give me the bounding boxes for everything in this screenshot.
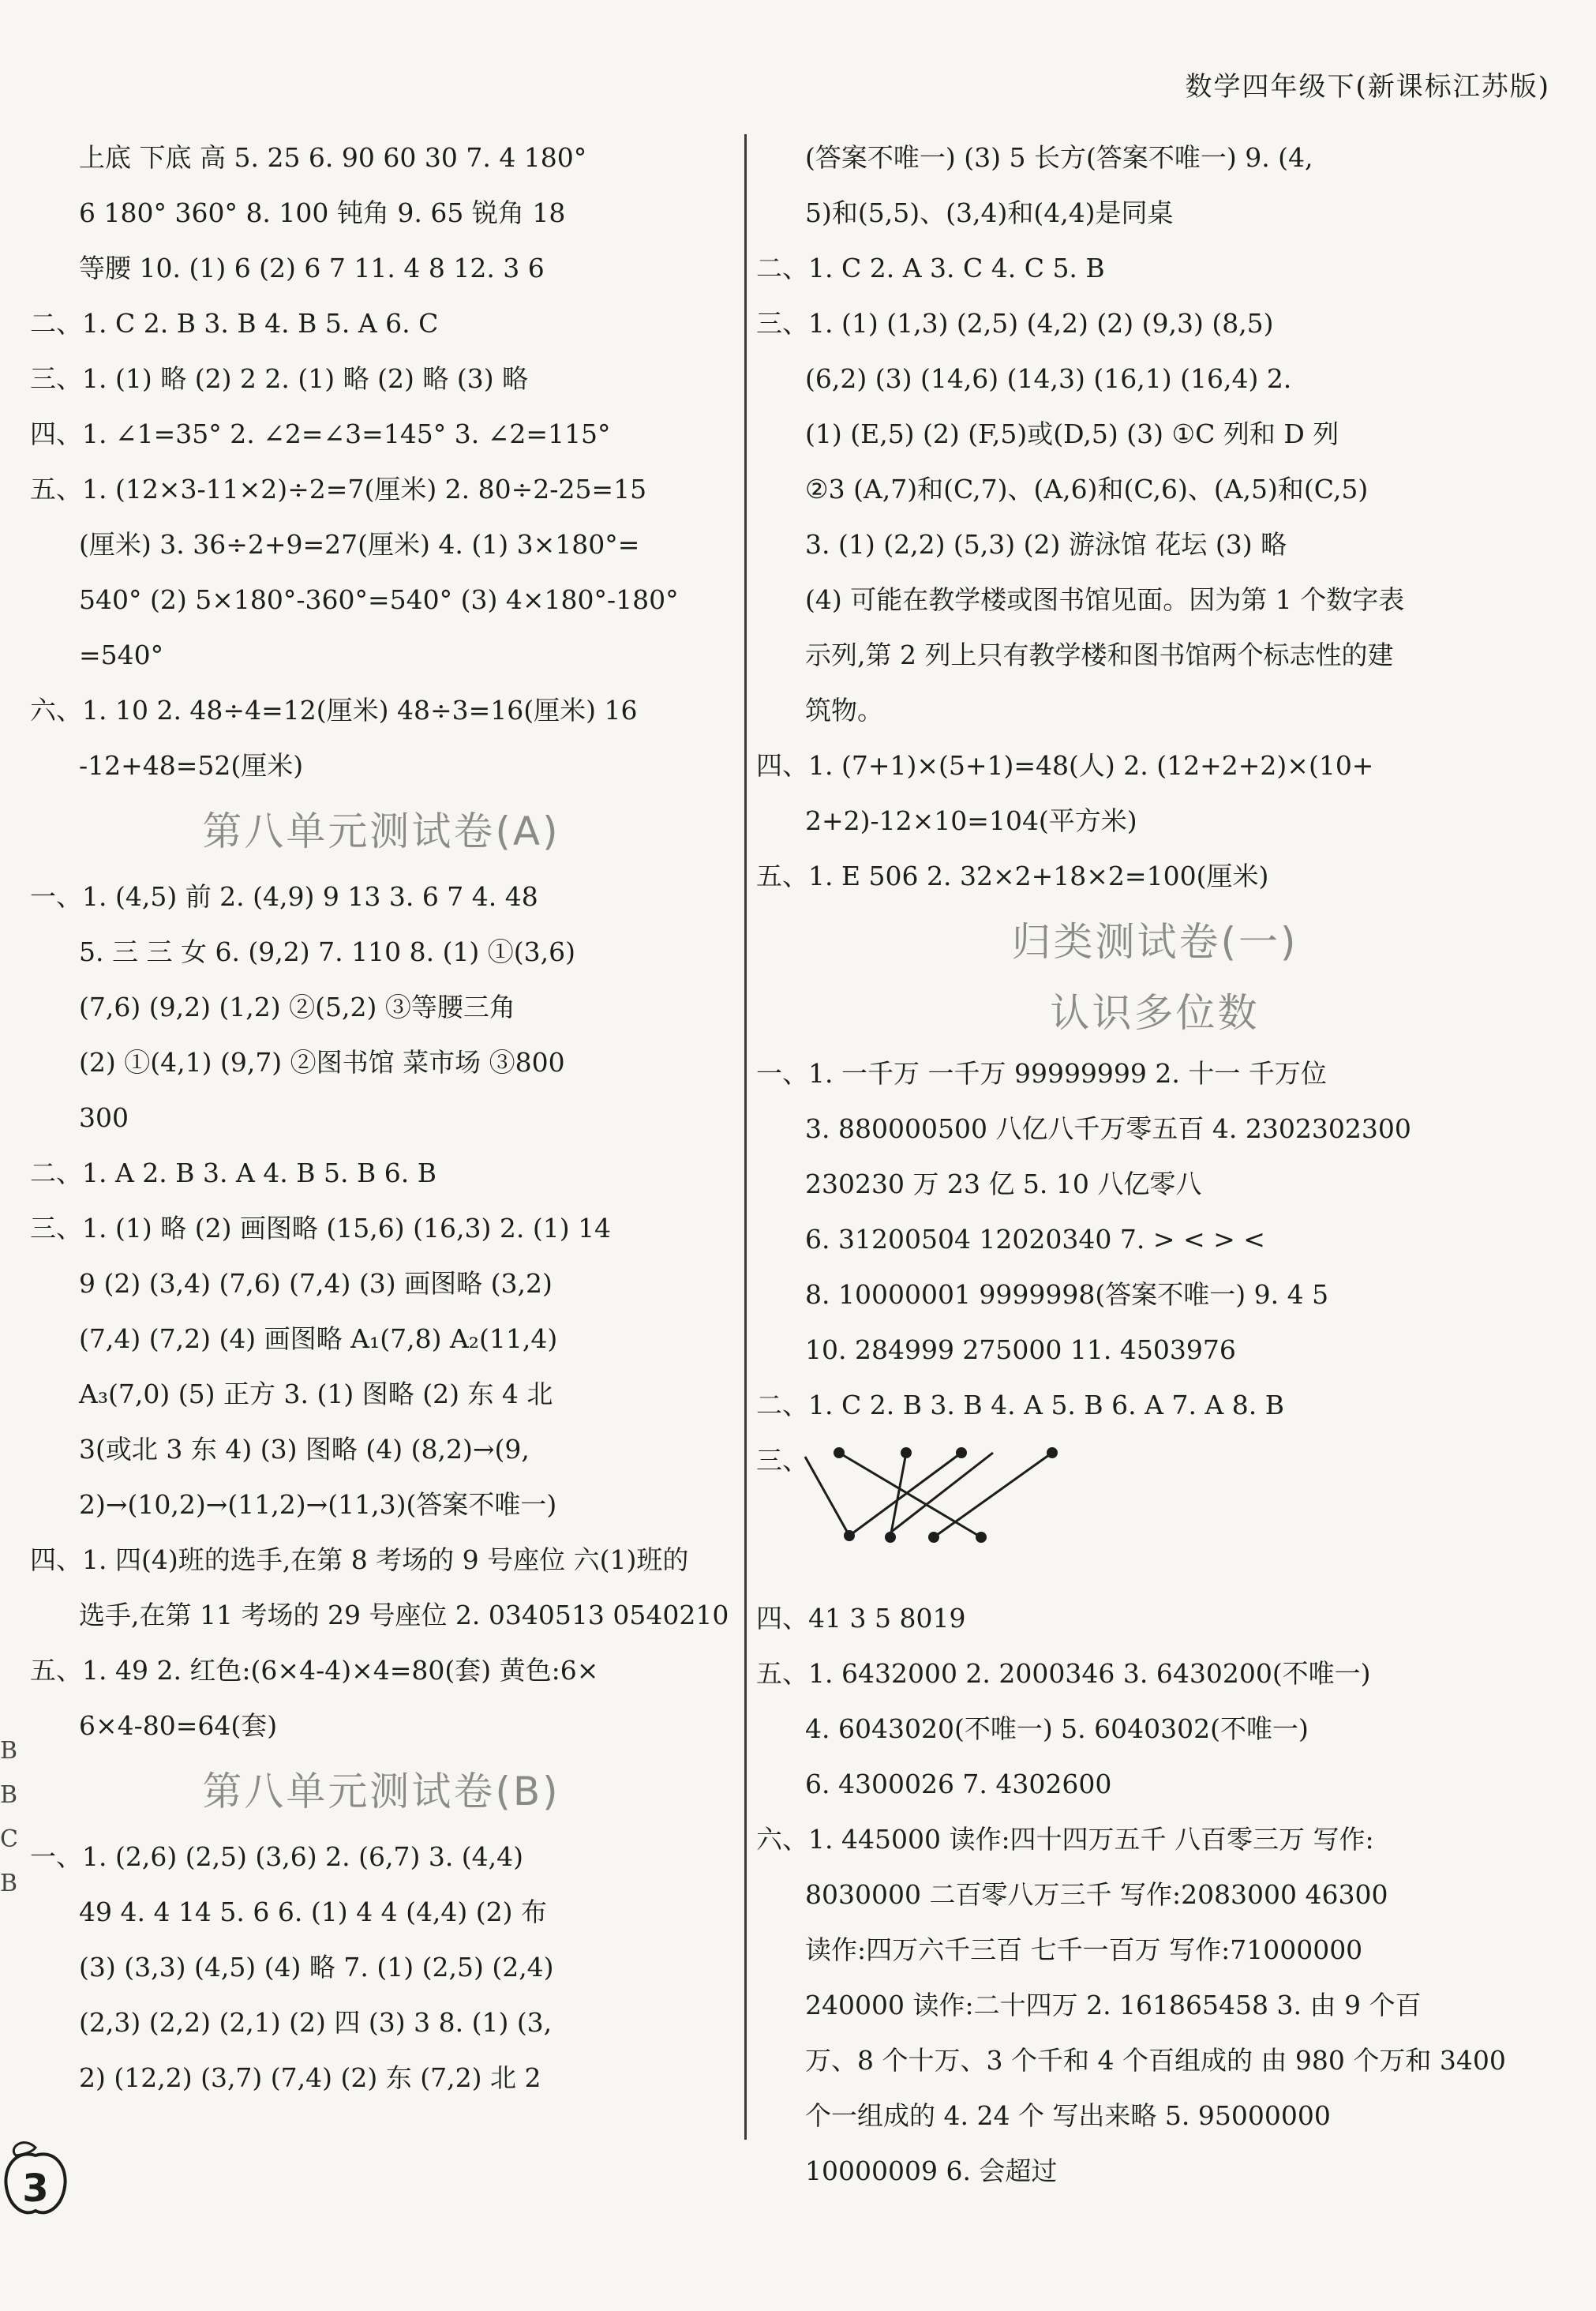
answer-line: (6,2) (3) (14,6) (14,3) (16,1) (16,4) 2.	[805, 363, 1292, 394]
answer-line: 6. 4300026 7. 4302600	[805, 1769, 1112, 1799]
edge-letter: C	[0, 1825, 18, 1853]
section-title: 第八单元测试卷(A)	[202, 808, 560, 854]
answer-line: (厘米) 3. 36÷2+9=27(厘米) 4. (1) 3×180°=	[79, 529, 640, 560]
match-dot	[844, 1530, 855, 1541]
answer-line: 2+2)-12×10=104(平方米)	[805, 805, 1137, 836]
answer-line: 8030000 二百零八万三千 写作:2083000 46300	[805, 1879, 1388, 1910]
answer-line: 筑物。	[805, 695, 883, 726]
match-dot	[1047, 1447, 1058, 1458]
answer-line: 万、8 个十万、3 个千和 4 个百组成的 由 980 个万和 3400	[805, 2045, 1506, 2076]
answer-line: ②3 (A,7)和(C,7)、(A,6)和(C,6)、(A,5)和(C,5)	[805, 474, 1369, 505]
answer-line: 四、1. ∠1=35° 2. ∠2=∠3=145° 3. ∠2=115°	[30, 418, 611, 449]
answer-line: 10000009 6. 会超过	[805, 2155, 1058, 2186]
answer-line: 6×4-80=64(套)	[79, 1710, 278, 1741]
answer-line: 五、1. (12×3-11×2)÷2=7(厘米) 2. 80÷2-25=15	[30, 474, 647, 505]
matching-lines	[756, 1433, 1167, 1591]
answer-line: (2) ①(4,1) (9,7) ②图书馆 菜市场 ③800	[79, 1047, 565, 1078]
match-line	[849, 1453, 961, 1536]
answer-line: 一、1. (2,6) (2,5) (3,6) 2. (6,7) 3. (4,4)	[30, 1841, 524, 1872]
answer-line: 3. 880000500 八亿八千万零五百 4. 2302302300	[805, 1113, 1411, 1144]
match-line	[934, 1453, 1052, 1537]
answer-line: 6 180° 360° 8. 100 钝角 9. 65 锐角 18	[79, 197, 566, 228]
match-dot	[834, 1447, 845, 1458]
answer-line: 5. 三 三 女 6. (9,2) 7. 110 8. (1) ①(3,6)	[79, 936, 576, 967]
answer-line: 2) (12,2) (3,7) (7,4) (2) 东 (7,2) 北 2	[79, 2062, 541, 2093]
answer-line: (2,3) (2,2) (2,1) (2) 四 (3) 3 8. (1) (3,	[79, 2007, 553, 2038]
section-title: 第八单元测试卷(B)	[202, 1769, 560, 1814]
answer-line: 五、1. 6432000 2. 2000346 3. 6430200(不唯一)	[756, 1658, 1371, 1689]
answer-line: 四、1. (7+1)×(5+1)=48(人) 2. (12+2+2)×(10+	[756, 750, 1374, 781]
answer-line: 6. 31200504 12020340 7. > < > <	[805, 1224, 1265, 1255]
left-column	[30, 130, 732, 2106]
section-title: 认识多位数	[1050, 990, 1260, 1036]
answer-line: 五、1. E 506 2. 32×2+18×2=100(厘米)	[756, 861, 1269, 891]
page-number: 3	[22, 2167, 49, 2211]
answer-line: 二、1. A 2. B 3. A 4. B 5. B 6. B	[30, 1157, 436, 1188]
answer-line: 230230 万 23 亿 5. 10 八亿零八	[805, 1169, 1202, 1199]
answer-line: (答案不唯一) (3) 5 长方(答案不唯一) 9. (4,	[805, 142, 1313, 173]
answer-line: 五、1. 49 2. 红色:(6×4-4)×4=80(套) 黄色:6×	[30, 1655, 599, 1686]
match-dot	[885, 1532, 896, 1543]
answer-line: 三、1. (1) (1,3) (2,5) (4,2) (2) (9,3) (8,5)	[756, 308, 1274, 339]
column-divider	[744, 134, 747, 2140]
answer-line: 2)→(10,2)→(11,2)→(11,3)(答案不唯一)	[79, 1489, 557, 1520]
match-line	[839, 1453, 981, 1537]
match-dot	[956, 1447, 967, 1458]
edge-letter: B	[0, 1870, 18, 1897]
answer-line: (7,6) (9,2) (1,2) ②(5,2) ③等腰三角	[79, 992, 515, 1022]
answer-line: 9 (2) (3,4) (7,6) (7,4) (3) 画图略 (3,2)	[79, 1268, 553, 1299]
match-dot	[901, 1447, 912, 1458]
answer-line: 二、1. C 2. A 3. C 4. C 5. B	[756, 253, 1105, 283]
answer-line: (3) (3,3) (4,5) (4) 略 7. (1) (2,5) (2,4)	[79, 1952, 554, 1983]
answer-line: 上底 下底 高 5. 25 6. 90 60 30 7. 4 180°	[79, 142, 587, 173]
section-title: 归类测试卷(一)	[1011, 919, 1298, 965]
answer-line: 个一组成的 4. 24 个 写出来略 5. 95000000	[805, 2100, 1331, 2131]
right-top-block	[756, 130, 1553, 1433]
answer-line: 选手,在第 11 考场的 29 号座位 2. 0340513 0540210	[79, 1600, 729, 1630]
apple-page-logo	[0, 2132, 71, 2219]
edge-letter: B	[0, 1781, 18, 1809]
answer-line: 一、1. (4,5) 前 2. (4,9) 9 13 3. 6 7 4. 48	[30, 881, 538, 912]
answer-line: (4) 可能在教学楼或图书馆见面。因为第 1 个数字表	[805, 584, 1405, 615]
answer-line: 等腰 10. (1) 6 (2) 6 7 11. 4 8 12. 3 6	[79, 253, 545, 283]
match-line	[805, 1457, 849, 1536]
matching-exercise	[756, 1433, 1553, 1591]
edge-letter: B	[0, 1737, 18, 1765]
answer-line: 3(或北 3 东 4) (3) 图略 (4) (8,2)→(9,	[79, 1434, 530, 1465]
answer-line: 10. 284999 275000 11. 4503976	[805, 1334, 1236, 1365]
answer-line: 8. 10000001 9999998(答案不唯一) 9. 4 5	[805, 1279, 1329, 1310]
answer-line: 5)和(5,5)、(3,4)和(4,4)是同桌	[805, 197, 1174, 228]
answer-line: 二、1. C 2. B 3. B 4. A 5. B 6. A 7. A 8. B	[756, 1390, 1284, 1420]
answer-line: 240000 读作:二十四万 2. 161865458 3. 由 9 个百	[805, 1990, 1422, 2020]
right-bottom-block	[756, 1591, 1553, 2199]
answer-line: 六、1. 10 2. 48÷4=12(厘米) 48÷3=16(厘米) 16	[30, 695, 638, 726]
answer-line: 一、1. 一千万 一千万 99999999 2. 十一 千万位	[756, 1058, 1327, 1089]
answer-line: 540° (2) 5×180°-360°=540° (3) 4×180°-180°	[79, 584, 679, 615]
match-dot	[976, 1532, 987, 1543]
answer-line: 六、1. 445000 读作:四十四万五千 八百零三万 写作:	[756, 1824, 1374, 1855]
answer-line: 三、1. (1) 略 (2) 画图略 (15,6) (16,3) 2. (1) 14	[30, 1213, 612, 1244]
running-header: 数学四年级下(新课标江苏版)	[1185, 71, 1550, 103]
answer-line: =540°	[79, 640, 164, 670]
answer-line: 3. (1) (2,2) (5,3) (2) 游泳馆 花坛 (3) 略	[805, 529, 1287, 560]
answer-line: (7,4) (7,2) (4) 画图略 A₁(7,8) A₂(11,4)	[79, 1323, 558, 1354]
answer-line: (1) (E,5) (2) (F,5)或(D,5) (3) ①C 列和 D 列	[805, 418, 1339, 449]
answer-line: 300	[79, 1102, 129, 1133]
right-column	[756, 130, 1553, 2199]
match-dot	[928, 1532, 939, 1543]
answer-line: 读作:四万六千三百 七千一百万 写作:71000000	[805, 1934, 1363, 1965]
answer-line: A₃(7,0) (5) 正方 3. (1) 图略 (2) 东 4 北	[79, 1379, 553, 1409]
match-line	[886, 1453, 993, 1536]
answer-line: 4. 6043020(不唯一) 5. 6040302(不唯一)	[805, 1713, 1309, 1744]
answer-line: 四、41 3 5 8019	[756, 1603, 966, 1634]
answer-line: 49 4. 4 14 5. 6 6. (1) 4 4 (4,4) (2) 布	[79, 1896, 548, 1927]
answer-line: 示列,第 2 列上只有教学楼和图书馆两个标志性的建	[805, 640, 1394, 670]
answer-line: 四、1. 四(4)班的选手,在第 8 考场的 9 号座位 六(1)班的	[30, 1544, 689, 1575]
edge-letters	[0, 1729, 18, 1906]
answer-line: 三、1. (1) 略 (2) 2 2. (1) 略 (2) 略 (3) 略	[30, 363, 529, 394]
matching-label: 三、	[756, 1445, 808, 1476]
answer-line: -12+48=52(厘米)	[79, 750, 304, 781]
answer-line: 二、1. C 2. B 3. B 4. B 5. A 6. C	[30, 308, 439, 339]
